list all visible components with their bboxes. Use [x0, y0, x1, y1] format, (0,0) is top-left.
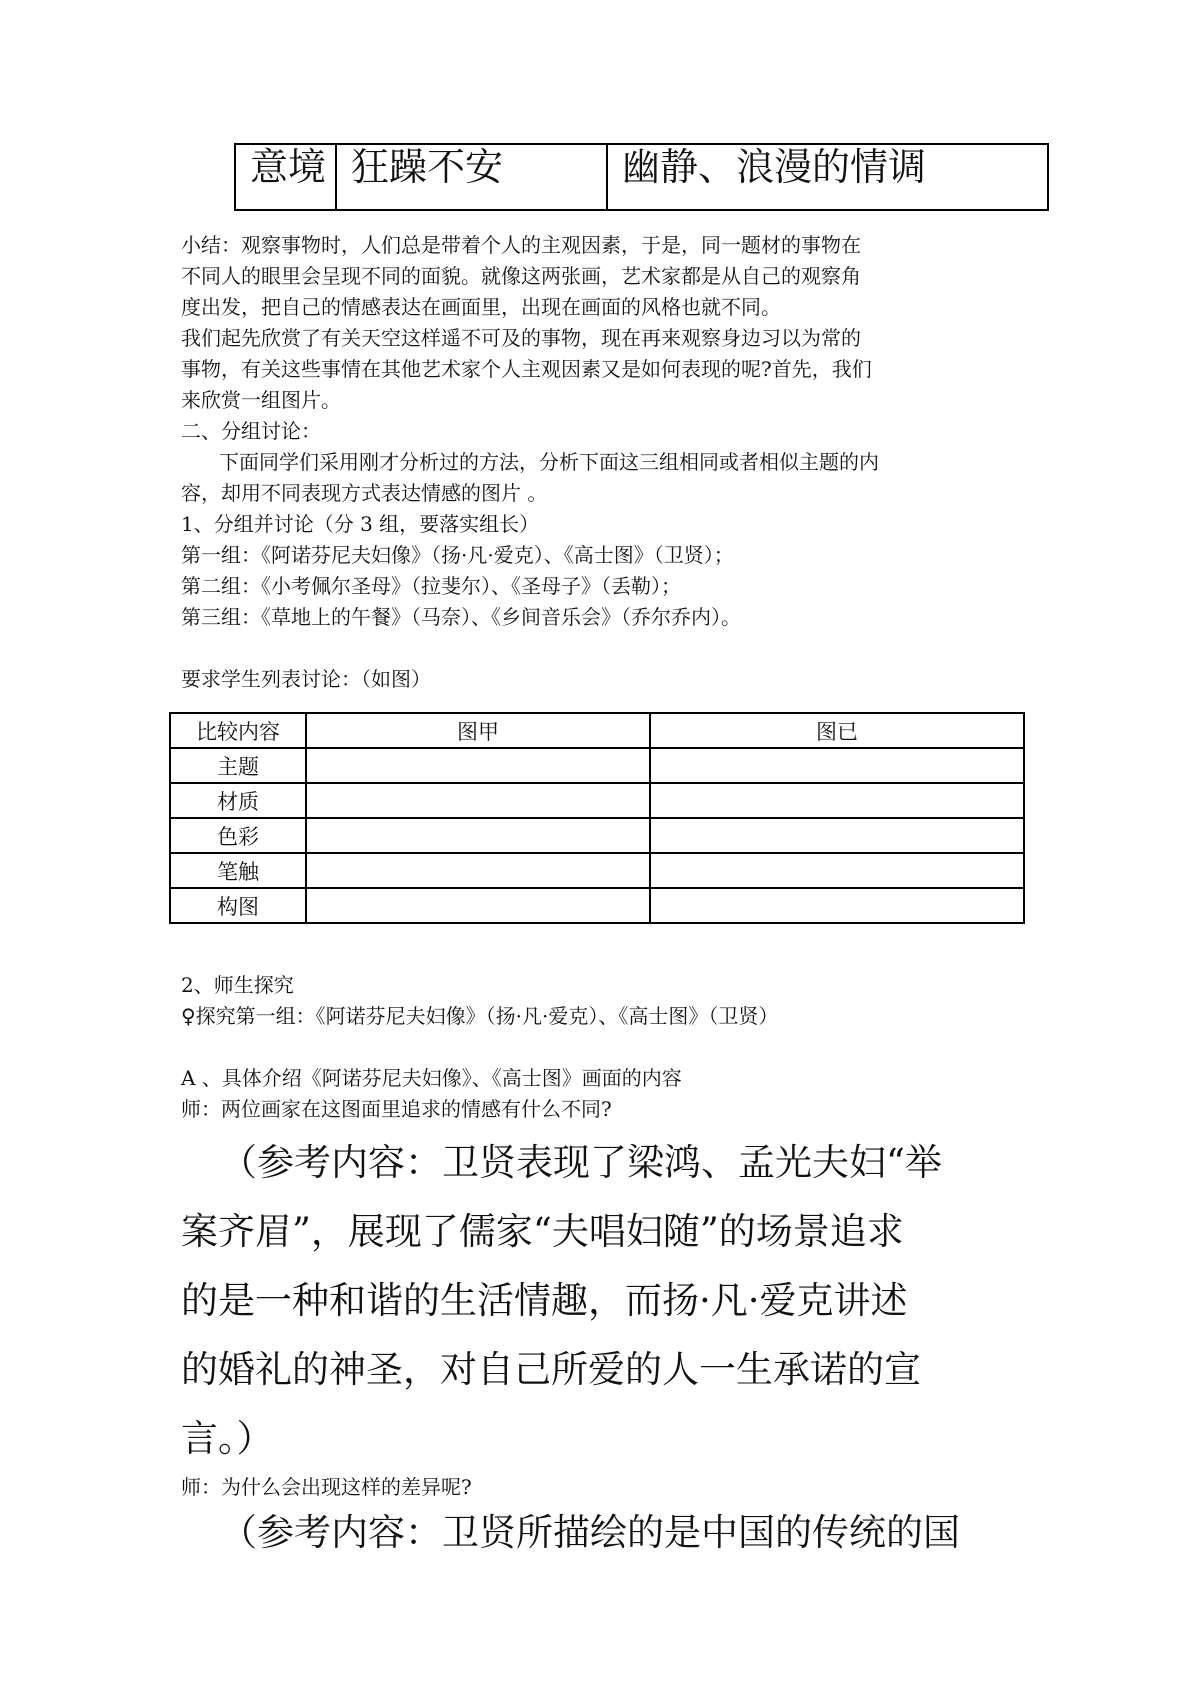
answer-line: 的是一种和谐的生活情趣，而扬·凡·爱克讲述: [181, 1279, 908, 1322]
table-cell: [650, 783, 1024, 818]
summary-table-fragment: [234, 143, 1049, 211]
column-header: 图甲: [306, 713, 650, 748]
table-cell: 幽静、浪漫的情调: [607, 144, 1048, 210]
paragraph-line: ♀探究第一组：《阿诺芬尼夫妇像》（扬·凡·爱克）、《高士图》（卫贤）: [181, 1004, 779, 1028]
list-item: 第二组：《小考佩尔圣母》（拉斐尔）、《圣母子》（丢勒）；: [181, 574, 681, 598]
table-row: [170, 853, 1024, 888]
table-cell: [306, 818, 650, 853]
table-row: [170, 748, 1024, 783]
table-row: [170, 888, 1024, 923]
table-header-row: [170, 713, 1024, 748]
section-heading: 二、分组讨论：: [181, 419, 321, 443]
paragraph-line: 来欣赏一组图片。: [181, 388, 341, 412]
column-header: 比较内容: [170, 713, 306, 748]
table-row: [170, 818, 1024, 853]
paragraph-line: 容，却用不同表现方式表达情感的图片 。: [181, 481, 548, 505]
question-line: 师：两位画家在这图面里追求的情感有什么不同?: [181, 1097, 612, 1121]
table-row-label: 意境: [235, 144, 336, 210]
table-cell: [650, 888, 1024, 923]
row-label: 主题: [170, 748, 306, 783]
list-item: 第三组：《草地上的午餐》（马奈）、《乡间音乐会》（乔尔乔内）。: [181, 605, 741, 629]
row-label: 笔触: [170, 853, 306, 888]
answer-line: （参考内容：卫贤所描绘的是中国的传统的国: [220, 1511, 960, 1554]
paragraph-line: 小结：观察事物时，人们总是带着个人的主观因素，于是，同一题材的事物在: [181, 233, 861, 257]
answer-line: 言。）: [181, 1417, 274, 1460]
row-label: 构图: [170, 888, 306, 923]
table-cell: [306, 783, 650, 818]
answer-line: 的婚礼的神圣，对自己所爱的人一生承诺的宣: [181, 1348, 921, 1391]
table-cell: [650, 748, 1024, 783]
table-cell: [306, 748, 650, 783]
answer-line: （参考内容：卫贤表现了梁鸿、孟光夫妇“举: [220, 1141, 942, 1184]
paragraph-line: 我们起先欣赏了有关天空这样遥不可及的事物，现在再来观察身边习以为常的: [181, 326, 861, 350]
paragraph-line: A 、具体介绍《阿诺芬尼夫妇像》、《高士图》画面的内容: [181, 1066, 682, 1090]
paragraph-line: 不同人的眼里会呈现不同的面貌。就像这两张画，艺术家都是从自己的观察角: [181, 264, 861, 288]
table-cell: [306, 853, 650, 888]
table-cell: [650, 853, 1024, 888]
paragraph-line: 事物，有关这些事情在其他艺术家个人主观因素又是如何表现的呢?首先，我们: [181, 357, 872, 381]
list-item: 第一组：《阿诺芬尼夫妇像》（扬·凡·爱克）、《高士图》（卫贤）；: [181, 543, 734, 567]
table-cell: [650, 818, 1024, 853]
row-label: 色彩: [170, 818, 306, 853]
table-row: [170, 783, 1024, 818]
step-heading: 1、分组并讨论（分 3 组，要落实组长）: [181, 512, 540, 536]
table-row: [235, 144, 1048, 210]
column-header: 图已: [650, 713, 1024, 748]
table-cell: [306, 888, 650, 923]
answer-line: 案齐眉”，展现了儒家“夫唱妇随”的场景追求: [181, 1210, 904, 1253]
row-label: 材质: [170, 783, 306, 818]
table-caption: 要求学生列表讨论：（如图）: [181, 667, 431, 691]
step-heading: 2、师生探究: [181, 973, 294, 997]
comparison-table: [169, 712, 1025, 924]
question-line: 师：为什么会出现这样的差异呢?: [181, 1475, 472, 1499]
table-cell: 狂躁不安: [336, 144, 607, 210]
paragraph-line: 下面同学们采用刚才分析过的方法，分析下面这三组相同或者相似主题的内: [219, 450, 879, 474]
paragraph-line: 度出发，把自己的情感表达在画面里，出现在画面的风格也就不同。: [181, 295, 781, 319]
